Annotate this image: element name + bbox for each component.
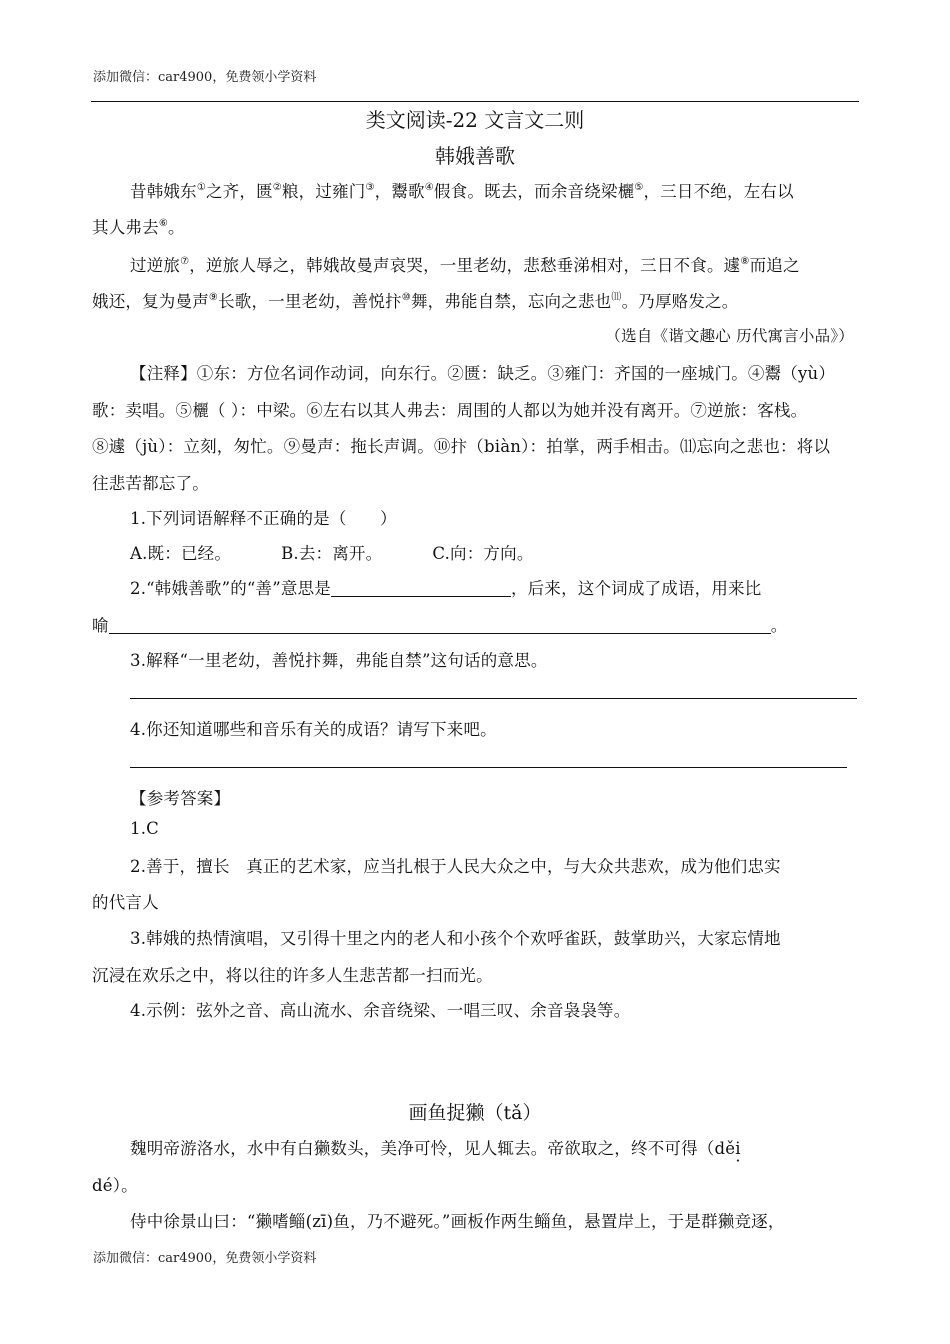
footnote-ref: ④ (424, 182, 434, 193)
story1-p2-line1: 过逆旅⑦，逆旅人辱之，韩娥故曼声哀哭，一里老幼，悲愁垂涕相对，三日不食。遽⑧而追之 (130, 256, 800, 275)
answer-2-line1: 2.善于，擅长 真正的艺术家，应当扎根于人民大众之中，与大众共悲欢，成为他们忠实 (130, 857, 781, 876)
notes-line3: ⑧遽（jù）：立刻，匆忙。⑨曼声：拖长声调。⑩抃（biàn）：拍掌，两手相击。⑾忘向之悲也：将以 (92, 437, 831, 456)
notes-line4: 往悲苦都忘了。 (92, 474, 209, 493)
answer-2-line2: 的代言人 (92, 893, 159, 912)
answers-heading: 【参考答案】 (130, 789, 231, 808)
answer-blank[interactable] (331, 582, 511, 597)
story2-title: 画鱼捉獭（tǎ） (408, 1102, 542, 1124)
option-a: A.既：已经。 (130, 544, 232, 563)
footnote-ref: ① (196, 182, 206, 193)
footnote-ref: ⑦ (180, 256, 190, 267)
notes-line2: 歌：卖唱。⑤欐（ ）：中梁。⑥左右以其人弗去：周围的人都以为她并没有离开。⑦逆旅：客栈。 (92, 401, 808, 420)
header-rule (91, 101, 859, 102)
question-2: 2.“韩娥善歌”的“善”意思是 ，后来，这个词成了成语，用来比 (130, 579, 762, 598)
option-c: C.向：方向。 (432, 544, 534, 563)
story2-line1: 魏明帝游洛水，水中有白獭数头，美净可怜，见人辄去。帝欲取之，终不可得（děi · (130, 1135, 741, 1159)
answer-line[interactable] (130, 767, 847, 768)
story2-line2: dé）。 (92, 1176, 138, 1195)
footnote-ref: ⑾ (611, 292, 622, 303)
footnote-ref: ⑩ (401, 292, 411, 303)
question-1: 1.下列词语解释不正确的是（ ） (130, 509, 397, 528)
footnote-ref: ⑧ (740, 256, 750, 267)
footnote-ref: ⑥ (158, 218, 168, 229)
footnote-ref: ③ (365, 182, 375, 193)
notes-line1: 【注释】①东：方位名词作动词，向东行。②匮：缺乏。③雍门：齐国的一座城门。④鬻（yù） (130, 364, 836, 383)
answer-4: 4.示例：弦外之音、高山流水、余音绕梁、一唱三叹、余音袅袅等。 (130, 1001, 631, 1020)
option-b: B.去：离开。 (281, 544, 383, 563)
footnote-ref: ⑤ (634, 182, 644, 193)
footnote-ref: ② (272, 182, 282, 193)
answer-3-line1: 3.韩娥的热情演唱，又引得十里之内的老人和小孩个个欢呼雀跃，鼓掌助兴，大家忘情地 (130, 929, 781, 948)
story-title: 韩娥善歌 (435, 144, 515, 168)
question-3: 3.解释“一里老幼，善悦抃舞，弗能自禁”这句话的意思。 (130, 651, 548, 670)
answer-line[interactable] (130, 698, 857, 699)
answer-1: 1.C (130, 819, 159, 838)
footer-note: 添加微信：car4900，免费领小学资料 (93, 1251, 317, 1266)
question-4: 4.你还知道哪些和音乐有关的成语？请写下来吧。 (130, 720, 497, 739)
story1-p2-line2: 娥还，复为曼声⑨长歌，一里老幼，善悦抃⑩舞，弗能自禁，忘向之悲也⑾。乃厚赂发之。 (92, 292, 739, 311)
answer-3-line2: 沉浸在欢乐之中，将以往的许多人生悲苦都一扫而光。 (92, 966, 493, 985)
story2-line3: 侍中徐景山曰：“獭嗜鲻(zī)鱼，乃不避死。”画板作两生鲻鱼，悬置岸上，于是群獭竞逐， (130, 1212, 785, 1231)
question-2-cont: 喻 。 (92, 616, 788, 635)
question-1-options (130, 540, 534, 564)
footnote-ref: ⑨ (208, 292, 219, 303)
answer-blank[interactable] (109, 619, 771, 634)
page-title: 类文阅读-22 文言文二则 (365, 108, 585, 132)
story1-source: （选自《谐文趣心 历代寓言小品》） (605, 327, 854, 345)
header-note: 添加微信：car4900，免费领小学资料 (93, 70, 317, 85)
story1-p1-line1: 昔韩娥东①之齐，匮②粮，过雍门③，鬻歌④假食。既去，而余音绕梁欐⑤，三日不绝，左右以 (130, 182, 794, 201)
story1-p1-line2: 其人弗去⑥。 (92, 218, 185, 237)
